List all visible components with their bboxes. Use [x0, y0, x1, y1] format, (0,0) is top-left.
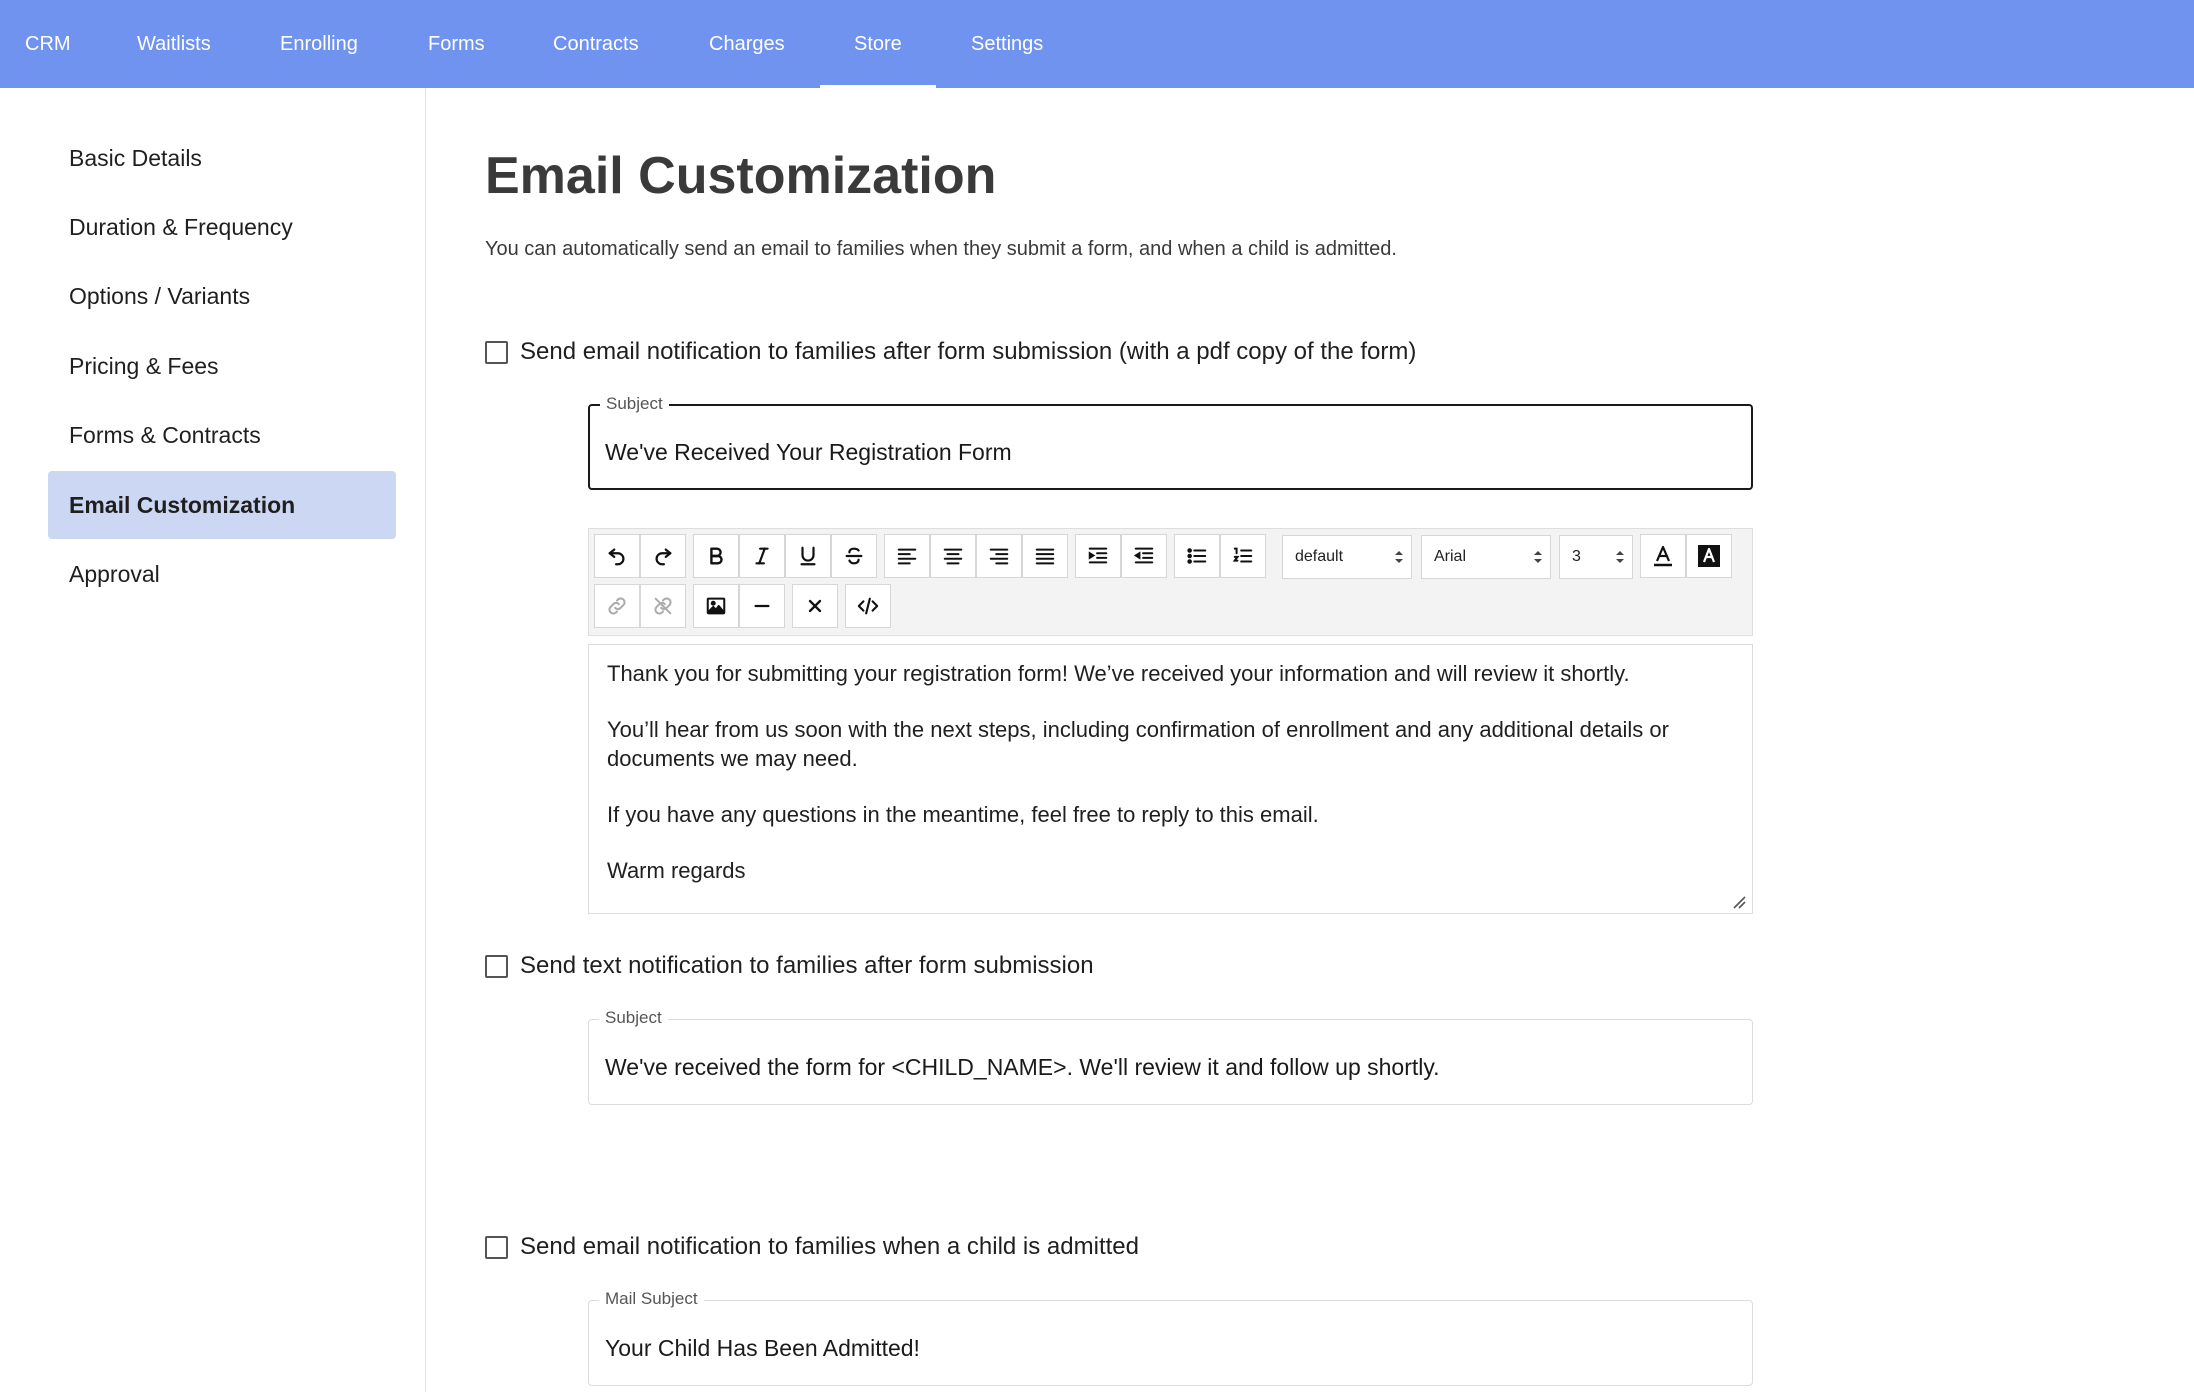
resize-handle-icon[interactable] — [1732, 895, 1746, 909]
editor-toolbar — [588, 528, 1753, 636]
numbered-list-button[interactable] — [1220, 534, 1266, 578]
insert-image-button[interactable] — [693, 584, 739, 628]
form-text-checkbox-row[interactable] — [485, 950, 1094, 982]
link-button[interactable] — [594, 584, 640, 628]
subject-value[interactable]: We've received the form for <CHILD_NAME>. We'll review it and follow up shortly. — [605, 1054, 1440, 1080]
page-description: You can automatically send an email to families when they submit a form, and when a child is admitted. — [485, 238, 1397, 260]
top-nav — [0, 0, 2194, 88]
horizontal-rule-icon — [751, 595, 773, 617]
font-select[interactable] — [1421, 535, 1551, 579]
sidebar-item-duration-frequency[interactable]: Duration & Frequency — [69, 214, 293, 240]
bold-button[interactable] — [693, 534, 739, 578]
outdent-button[interactable] — [1121, 534, 1167, 578]
bullet-list-button[interactable] — [1174, 534, 1220, 578]
outdent-icon — [1133, 545, 1155, 567]
redo-button[interactable] — [640, 534, 686, 578]
form-email-subject-field[interactable] — [588, 394, 1753, 490]
editor-paragraph: If you have any questions in the meantime, feel free to reply to this email. — [607, 802, 1319, 827]
clear-format-icon — [805, 596, 825, 616]
form-text-checkbox[interactable] — [485, 955, 508, 978]
form-email-checkbox-label: Send email notification to families after form submission (with a pdf copy of the form) — [520, 338, 1417, 365]
admit-email-subject-field[interactable] — [588, 1289, 1753, 1386]
admit-email-checkbox-label: Send email notification to families when a child is admitted — [520, 1233, 1139, 1260]
horizontal-rule-button[interactable] — [739, 584, 785, 628]
nav-item-waitlists[interactable]: Waitlists — [137, 33, 211, 55]
italic-icon — [751, 545, 773, 567]
mail-subject-legend: Mail Subject — [599, 1289, 704, 1309]
font-color-icon — [1651, 544, 1675, 568]
sidebar-item-approval[interactable]: Approval — [69, 561, 160, 587]
font-select-value: Arial — [1434, 548, 1467, 565]
sidebar-item-pricing-fees[interactable]: Pricing & Fees — [69, 353, 219, 379]
code-view-button[interactable] — [845, 584, 891, 628]
editor-paragraph: You’ll hear from us soon with the next steps, including confirmation of enrollment and any additional details or documents we may need. — [607, 717, 1669, 771]
align-center-button[interactable] — [930, 534, 976, 578]
subject-value[interactable]: We've Received Your Registration Form — [605, 439, 1012, 465]
sidebar-item-forms-contracts[interactable]: Forms & Contracts — [69, 422, 261, 448]
clear-format-button[interactable] — [792, 584, 838, 628]
admit-email-checkbox-row[interactable] — [485, 1231, 1139, 1263]
nav-item-forms[interactable]: Forms — [428, 33, 485, 55]
code-view-icon — [856, 595, 880, 617]
highlight-color-button[interactable] — [1686, 534, 1732, 578]
link-icon — [606, 595, 628, 617]
unlink-icon — [652, 595, 674, 617]
indent-icon — [1087, 545, 1109, 567]
subject-legend: Subject — [599, 1008, 668, 1028]
indent-button[interactable] — [1075, 534, 1121, 578]
nav-item-store[interactable]: Store — [854, 0, 902, 88]
select-arrows-icon — [1533, 548, 1543, 566]
select-arrows-icon — [1615, 548, 1625, 566]
undo-icon — [606, 545, 628, 567]
underline-button[interactable] — [785, 534, 831, 578]
strikethrough-button[interactable] — [831, 534, 877, 578]
admit-email-checkbox[interactable] — [485, 1236, 508, 1259]
image-icon — [705, 595, 727, 617]
form-email-checkbox-row[interactable] — [485, 336, 1416, 368]
form-text-checkbox-label: Send text notification to families after form submission — [520, 952, 1094, 979]
format-select[interactable] — [1282, 535, 1412, 579]
nav-item-enrolling[interactable]: Enrolling — [280, 33, 358, 55]
sidebar-item-options-variants[interactable]: Options / Variants — [69, 283, 251, 309]
size-select[interactable] — [1559, 535, 1633, 579]
align-left-button[interactable] — [884, 534, 930, 578]
nav-item-settings[interactable]: Settings — [971, 33, 1044, 55]
mail-subject-value[interactable]: Your Child Has Been Admitted! — [605, 1335, 920, 1361]
nav-item-charges[interactable]: Charges — [709, 33, 785, 55]
editor-paragraph: Thank you for submitting your registration form! We’ve received your information and will review it shortly. — [607, 661, 1630, 686]
align-justify-icon — [1034, 545, 1056, 567]
select-arrows-icon — [1394, 548, 1404, 566]
sidebar-item-basic-details[interactable]: Basic Details — [69, 145, 202, 171]
align-center-icon — [942, 545, 964, 567]
form-email-checkbox[interactable] — [485, 341, 508, 364]
email-body-editor[interactable] — [588, 644, 1753, 914]
strikethrough-icon — [843, 545, 865, 567]
nav-item-contracts[interactable]: Contracts — [553, 33, 639, 55]
italic-button[interactable] — [739, 534, 785, 578]
size-select-value: 3 — [1572, 548, 1581, 565]
underline-icon — [797, 545, 819, 567]
form-text-subject-field[interactable] — [588, 1008, 1753, 1105]
undo-button[interactable] — [594, 534, 640, 578]
unlink-button[interactable] — [640, 584, 686, 628]
format-select-value: default — [1295, 548, 1344, 565]
redo-icon — [652, 545, 674, 567]
sidebar-item-email-customization[interactable]: Email Customization — [48, 471, 396, 539]
align-justify-button[interactable] — [1022, 534, 1068, 578]
numbered-list-icon — [1232, 545, 1254, 567]
bullet-list-icon — [1186, 545, 1208, 567]
align-right-button[interactable] — [976, 534, 1022, 578]
highlight-color-icon — [1697, 544, 1721, 568]
subject-legend: Subject — [600, 394, 669, 414]
align-left-icon — [896, 545, 918, 567]
sidebar — [0, 88, 426, 1392]
font-color-button[interactable] — [1640, 534, 1686, 578]
page-title: Email Customization — [485, 147, 997, 205]
nav-item-crm[interactable]: CRM — [25, 33, 71, 55]
bold-icon — [705, 545, 727, 567]
editor-paragraph: Warm regards — [607, 858, 746, 883]
align-right-icon — [988, 545, 1010, 567]
